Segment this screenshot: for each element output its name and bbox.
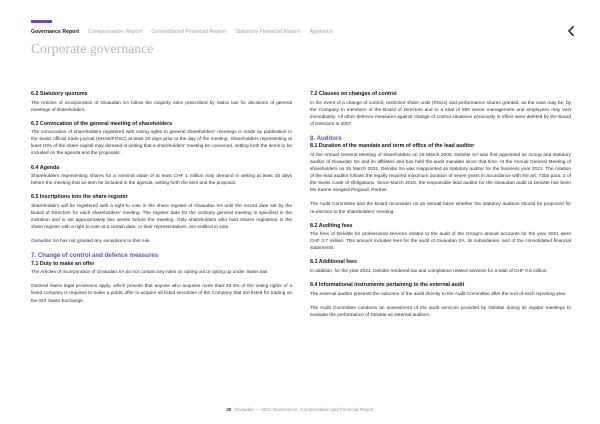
- nav-item-label: Appendix: [309, 29, 333, 35]
- section-body-6-2: The Articles of incorporation of Givaudan SA follow the majority rules prescribed by Swiss law for decisions of general meetings of shareholders.: [31, 100, 292, 113]
- spacer: [310, 194, 571, 201]
- section-heading-6-2: 6.2 Statutory quorums: [31, 91, 88, 97]
- nav-item-label: Consolidated Financial Report: [151, 29, 227, 35]
- nav-item-statutory-financial-report[interactable]: [235, 28, 309, 36]
- spacer: [310, 275, 571, 282]
- spacer: [31, 231, 292, 238]
- page-title: Corporate governance: [31, 41, 154, 56]
- page-footer: [0, 407, 600, 412]
- section-body-7-1: The Articles of Incorporation of Givaudan SA do not contain any rules on opting out or opting up under Swiss law.: [31, 270, 269, 276]
- nav-item-governance-report[interactable]: [31, 28, 88, 36]
- nav-item-compensation-report[interactable]: [88, 28, 151, 36]
- section-body-8-4: The external auditor presents the outcome of the audit directly to the Audit Committee after the end of each reporting year.: [310, 291, 567, 297]
- nav-item-appendix[interactable]: [309, 28, 342, 36]
- nav-item-label: Statutory Financial Report: [235, 29, 301, 35]
- section-heading-8-2: 8.2 Auditing fees: [310, 222, 353, 229]
- section-heading-8-4: 8.4 Informational instruments pertaining to the external audit: [310, 282, 465, 288]
- spacer: [310, 298, 571, 305]
- section-body-8-1-b: The Audit Committee and the Board reconsider on an annual basis whether the statutory auditors should be proposed for re-election to the shareholders’ meeting.: [310, 202, 571, 215]
- spacer: [31, 114, 292, 121]
- page-number: 30: [226, 407, 232, 412]
- section-body-7-1-b: General Swiss legal provisions apply, which provide that anyone who acquires more than 33.3% of the voting rights of a listed company is required to make a public offer to acquire all listed securities of the Company that are listed for trading on the SIX Swiss Exchange.: [31, 284, 292, 304]
- section-heading-6-3: 6.3 Convocation of the general meeting of shareholders: [31, 120, 173, 127]
- section-heading-7: 7. Change of control and defence measures: [31, 252, 159, 260]
- section-heading-8-3: 8.3 Additional fees: [310, 259, 357, 266]
- nav-item-list: [31, 14, 576, 36]
- section-body-7-2: In the event of a change of control, restricted share units (RSUs) and performance shares granted, as the case may be, by the Company to members of the Board of Directors and to a total of 506 senior management and employees may vest immediately. All other defence measures against change of control situations previously in effect were deleted by the Board of Directors in 2007.: [310, 100, 571, 127]
- section-heading-8: 8. Auditors: [310, 134, 342, 142]
- top-navigation: [31, 14, 576, 36]
- spacer: [31, 158, 292, 165]
- section-body-8-2: The fees of Deloitte for professional services related to the audit of the Group’s annual accounts for the year 2021 were CHF 3.7 million. This amount includes fees for the audit of Givaudan SA, its subsidiaries, and of the consolidated financial statements.: [310, 232, 571, 252]
- section-body-6-3: The convocation of shareholders registered with voting rights to general shareholders’ meetings is made by publication in the Swiss official trade journal (SHAB/FOSC) at least 20 days prior to the day of the meeting. Shareholders representing at least 10% of the share capital may demand in writing that a shareholders’ meeting be convened, setting forth the items to be included on the agenda and the proposals.: [31, 130, 292, 157]
- spacer: [31, 276, 292, 283]
- section-heading-7-2: 7.2 Clauses on changes of control: [310, 91, 397, 97]
- spacer: [310, 216, 571, 223]
- nav-item-label: Compensation Report: [88, 29, 143, 35]
- section-body-6-4: Shareholders representing shares for a nominal value of at least CHF 1 million may demand in writing at least 45 days before the meeting that an item be included in the agenda, setting forth the item and the proposal.: [31, 174, 292, 187]
- nav-item-consolidated-financial-report[interactable]: [151, 28, 235, 36]
- nav-item-label: Governance Report: [31, 29, 80, 35]
- right-column: [310, 91, 571, 319]
- section-body-8-3: In addition, for the year 2021, Deloitte rendered tax and compliance related services for a total of CHF 0.6 million.: [310, 268, 548, 274]
- spacer: [31, 187, 292, 194]
- active-tab-marker: [31, 20, 52, 23]
- chevron-left-icon[interactable]: [566, 26, 576, 36]
- content-columns: [31, 91, 571, 319]
- spacer: [31, 245, 292, 252]
- section-body-8-1: At the Annual General Meeting of shareholders on 26 March 2009, Deloitte SA was first appointed as Group and statutory auditor of Givaudan SA and its affiliates and has held the audit mandate since that time. At the Annual General Meeting of shareholders on 25 March 2021, Deloitte SA was reappointed as statutory auditor for the business year 2021. The rotation of the lead auditor follows the legally required maximum duration of seven years in accordance with the art. 730a para. 2 of the Swiss Code of Obligations. Since March 2016, the responsible lead auditor for the Givaudan audit at Deloitte has been Ms Karine Szegedi Pingoud, Partner.: [310, 152, 571, 194]
- section-heading-7-1: 7.1 Duty to make an offer: [31, 260, 95, 267]
- section-note-6-5: Givaudan SA has not granted any exceptions to this rule.: [31, 239, 151, 245]
- section-body-6-5: Shareholders will be registered with a right to vote in the share register of Givaudan SA until the record date set by the Board of Directors for each shareholders’ meeting. The register date for the ordinary general meeting is specified in the invitation and is set approximately two weeks before the meeting. Only shareholders who hold shares registered in the share register with a right to vote at a certain date, or their representatives, are entitled to vote.: [31, 203, 292, 231]
- section-heading-8-1: 8.1 Duration of the mandate and term of office of the lead auditor: [310, 143, 475, 150]
- section-heading-6-4: 6.4 Agenda: [31, 164, 60, 171]
- section-body-8-4-b: The Audit Committee conducts an assessment of the audit services provided by Deloitte during its regular meetings to evaluate the performance of Deloitte as external auditors.: [310, 305, 571, 318]
- left-column: [31, 91, 292, 319]
- section-heading-6-5: 6.5 Inscriptions into the share register: [31, 194, 128, 201]
- spacer: [310, 128, 571, 135]
- footer-text: Givaudan — 2021 Governance, Compensation and Financial Report: [234, 407, 374, 412]
- spacer: [310, 252, 571, 259]
